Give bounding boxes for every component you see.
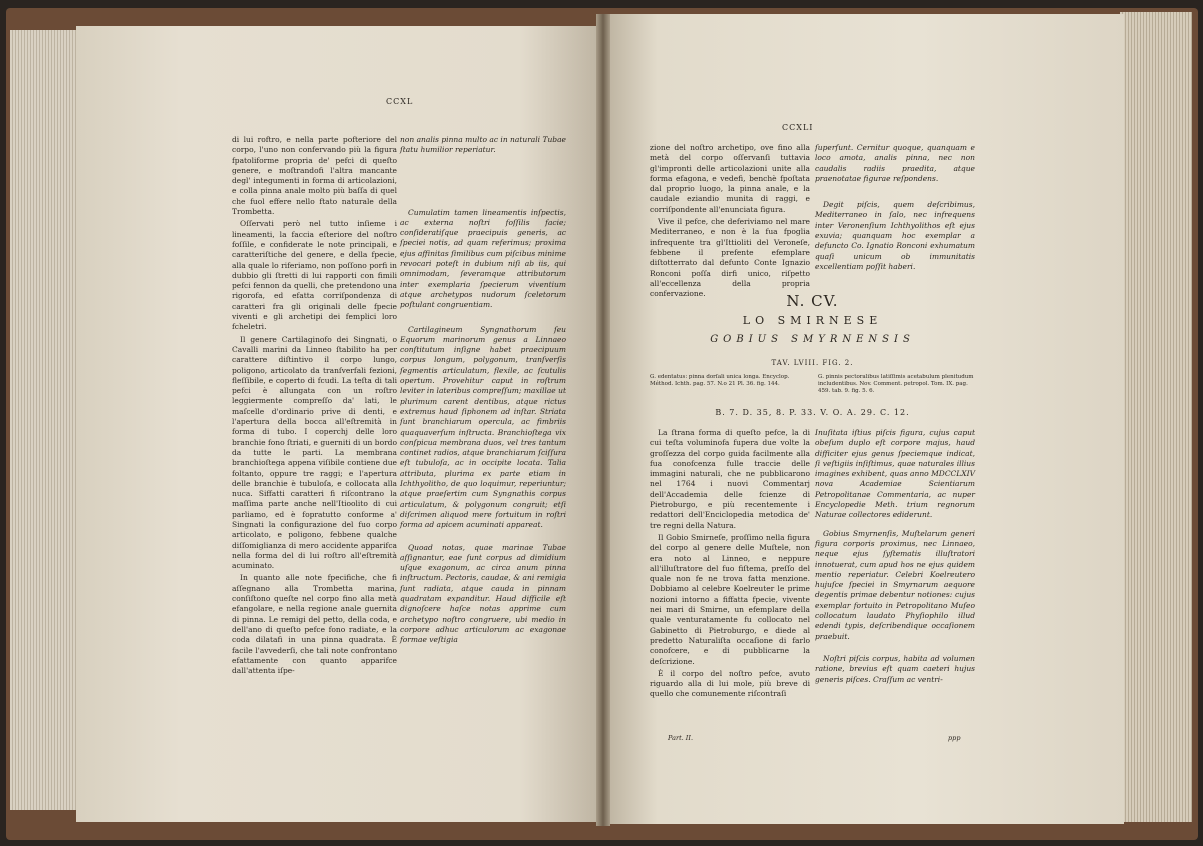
paragraph: Gobius Smyrnenſis, Muſtelarum generi figura corporis proximus, nec Linnaeo, neque ejus ſyſtematis illuſtratori innotuerat, cum apud hos ne ejus quidem mentio reperiatur. Celebri Koelreutero hujuſce ſpeciei in Smyrnarum aequore degentis primae debentur notiones: cujus exemplar fortuito in Petropolitano Muſeo collocatum laudato Phyſiophilo illud edendi typis, deſcribendique occaſionem praebuit. xyxy=(815,528,975,641)
paragraph: Cartilagineum Syngnathorum ſeu Equorum marinorum genus a Linnaeo conſtitutum inſigne habet praecipuum corpus longum, polygonum, tranſverſis ſegmentis articulatum, flexile, ac ſcutulis opertum. Provehitur caput in roſtrum leviter in lateribus compreſſum; maxillae ut plurimum carent dentibus, atque rictus extremus haud ſiphonem ad inſtar. Striata ſunt branchiarum opercula, ac fimbriis quaquaverſum inſtructa. Branchioſtega vix conſpicua membrana duos, vel tres tantum continet radios, atque branchiarum ſciſſura eſt tubuloſa, ac in occipite locata. Talia attributa, plurima ex parte etiam in Ichthyolitho, de quo loquimur, reperiuntur; atque praeſertim cum Syngnathis corpus articulatum, & polygonum congruit; etſi diſcrimen aliquod mere fortuitum in roſtri forma ad apicem acuminati appareat. xyxy=(400,324,566,530)
right-italian-column xyxy=(650,428,810,702)
paragraph: È il corpo del noſtro pefce, avuto riguardo alla di lui mole, più breve di quello che comunemente riſcontraſi xyxy=(650,668,810,699)
paragraph: Il genere Cartilaginofo dei Singnati, o Cavalli marini da Linneo ſtabilito ha per carattere diſtintivo il corpo lungo, poligono, articolato da tranſverfali fezioni, fleſſibile, e coperto di fcudi. La teſta di tali pefci è allungata con un roſtro leggiermente compreſſo da' lati, le maſcelle d'ordinario prive di denti, e l'apertura della bocca all'eſtremità in forma di tubo. I coperchj delle loro branchie fono ſtriati, e guerniti di un bordo da tutte le parti. La membrana branchioſtega appena viſibile contiene due foltanto, oppure tre raggi; e l'apertura delle branchie è tubuloſa, e collocata alla nuca. Siffatti caratteri fi riſcontrano la maſſima parte anche nell'Itioolito di cui parliamo, ed è fopratutto conforme a' Singnati la configurazione del fuo corpo articolato, e poligono, febbene qualche diſſomiglianza di mero accidente apparifca nella forma del di lui roſtro all'eſtremità acuminato. xyxy=(232,334,397,571)
synonym-right: G. pinnis pectoralibus latiſſimis acetabulum plenitudum includentibus. Nov. Comment. petropol. Tom. IX. pag. 459. tab. 9. fig. 5. 6. xyxy=(818,374,974,394)
synonym-left: G. edentatus: pinna dorſali unica longa. Encyclop. Méthod. Ichth. pag. 57. N.o 21 Pl. 36. fig. 144. xyxy=(650,374,790,387)
right-page-edges xyxy=(1120,12,1192,822)
paragraph: In quanto alle note fpecifiche, che fi aſſegnano alla Trombetta marina, conſiſtono queſte nel corpo fino alla metà efangolare, e nella regione anale guernita di pinna. Le remigi del petto, della coda, e dell'ano di queſto pefce fono radiate, e la coda dilatafi in una pinna quadrata. È facile l'avvederſi, che tali note confrontano efattamente con quanto apparifce dall'attenta iſpe- xyxy=(232,573,397,676)
paragraph: di lui roftro, e nella parte pofteriore del corpo, l'uno non confervando più la figura fpatoliforme propria de' pefci di queſto genere, e moſtrandofi l'altra mancante degl' integumenti in forma di articolazioni, e colla pinna anale molto più baſſa di quel che fuol effere nello ftato naturale della Trombetta. xyxy=(232,135,397,217)
paragraph: zione del noſtro archetipo, ove fino alla metà del corpo oſſervanſi tuttavia gl'impronti delle articolazioni unite alla forma efagona, e vedefi, benchè fpoſtata dal proprio luogo, la pinna anale, e la caudale eziandio munita di raggi, e corriſpondente all'enunciata figura. xyxy=(650,143,810,214)
paragraph: La ſtrana forma di queſto pefce, la di cui teſta voluminofa fupera due volte la groſſezza del corpo guida facilmente alla fua conofcenza fulle traccie delle immagini naturali, che ne pubblicarono nel 1764 i nuovi Commentarj dell'Accademia delle fcienze di Pietroburgo, e più recentemente i redattori dell'Enciclopedia metodica de' tre regni della Natura. xyxy=(650,428,810,530)
paragraph: Degit piſcis, quem deſcribimus, Mediterraneo in ſalo, nec infrequens inter Veronenſium Ichthyolithos eſt ejus exuvia; quanquam hoc exemplar a defuncto Co. Ignatio Ronconi exhumatum quaſi unicum ob immunitatis excellentiam poſſit haberi. xyxy=(815,200,975,271)
paragraph: Oſſervati però nel tutto inſieme i lineamenti, la faccia eſteriore del noſtro foſſile, e confiderate le note principali, e caratteriſtiche del genere, e della fpecie, alla quale lo riferiamo, non poſſono porfi in dubbio gli ſtretti di lui rapporti con fimili pefci fennon da quelli, che pretendono una rigorofa, ed efatta corriſpondenza di caratteri fra gli originali delle fpecie viventi e gli archetipi dei femplici loro fcheletri. xyxy=(232,219,397,332)
species-name-heading: LO SMIRNESE xyxy=(742,314,883,327)
entry-number-heading: N. CV. xyxy=(786,292,839,310)
paragraph: ſuperſunt. Cernitur quoque, quanquam e loco amota, analis pinna, nec non caudalis radiis praedita, atque praenotatae figurae reſpondens. xyxy=(815,143,975,183)
paragraph: Quoad notas, quae marinae Tubae aſſignantur, eae ſunt corpus ad dimidium uſque exagonum, ac circa anum pinna inſtructum. Pectoris, caudae, & ani remigia ſunt radiata, atque cauda in pinnam quadratam expanditur. Haud difficile eſt dignoſcere haſce notas apprime cum archetypo noſtro congruere, ubi medio in corpore adhuc articulorum ac exagonae formae veſtigia xyxy=(400,542,566,645)
right-italian-column-top xyxy=(650,143,810,301)
paragraph: Noſtri piſcis corpus, habita ad volumen ratione, brevius eſt quam caeteri hujus generis piſces. Craſſum ac ventri- xyxy=(815,653,975,684)
right-latin-column-top xyxy=(815,143,975,274)
fin-formula: B. 7. D. 35, 8. P. 33. V. O. A. 29. C. 12. xyxy=(715,408,910,417)
book-gutter xyxy=(596,14,610,826)
plate-reference: TAV. LVIII. FIG. 2. xyxy=(771,359,854,367)
latin-name-heading: GOBIUS SMYRNENSIS xyxy=(710,334,915,345)
paragraph: non analis pinna multo ac in naturali Tubae ſtatu humilior reperiatur. xyxy=(400,135,566,155)
paragraph: Cumulatim tamen lineamentis inſpectis, ac externa noſtri foſſilis facie; conſideratiſque praecipuis generis, ac ſpeciei notis, ad quam referimus; proxima ejus affinitas ſimilibus cum piſcibus minime revocari poteſt in dubium niſi ab iis, qui omnimodam, ſeveramque attributorum inter exemplaria ſpecierum viventium atque archetypos nudorum ſceletorum poſtulant congruentiam. xyxy=(400,207,566,310)
right-page-number: CCXLI xyxy=(782,123,814,132)
left-page-number: CCXL xyxy=(386,97,414,106)
paragraph: Inuſitata iſtius piſcis figura, cujus caput obeſum duplo eſt corpore majus, haud difficiter ejus genus ſpeciemque indicat, ſi veſtigiis inſiſtimus, quae naturales illius imagines exhibent, quas anno MDCCLXIV nova Academiae Scientiarum Petropolitanae Commentaria, ac nuper Encyclopedie Meth. trium regnorum Naturae collectores ediderunt. xyxy=(815,428,975,520)
footer-signature-mark: ppp xyxy=(948,734,961,742)
left-latin-column xyxy=(400,135,566,647)
right-page xyxy=(606,14,1124,824)
paragraph: Vive il pefce, che deferiviamo nel mare Mediterraneo, e non è la fua fpoglia infrequente tra gl'Ittioliti del Veroneſe, febbene il prefente efemplare diſtotterrato dal defunto Conte Ignazio Ronconi poſſa dirfi unico, riſpetto all'eccellenza della propria confervazione. xyxy=(650,217,810,299)
left-page-edges xyxy=(10,30,80,810)
left-italian-column xyxy=(232,135,397,678)
right-latin-column xyxy=(815,428,975,687)
paragraph: Il Gobio Smirneſe, proſſimo nella figura del corpo al genere delle Muſtele, non era noto al Linneo, e neppure all'illuſtratore del fuo fiſtema, preſſo del quale non fe ne trova fatta menzione. Dobbiamo al celebre Koelreuter le prime nozioni intorno a fiffatta fpecie, vivente nei mari di Smirne, un efemplare della quale venturatamente fu collocato nel Gabinetto di Pietroburgo, e diede al predetto Naturaliſta occaſione di farlo conofcere, e di pubblicarne la deſcrizione. xyxy=(650,532,810,666)
footer-part-label: Part. II. xyxy=(668,734,694,742)
